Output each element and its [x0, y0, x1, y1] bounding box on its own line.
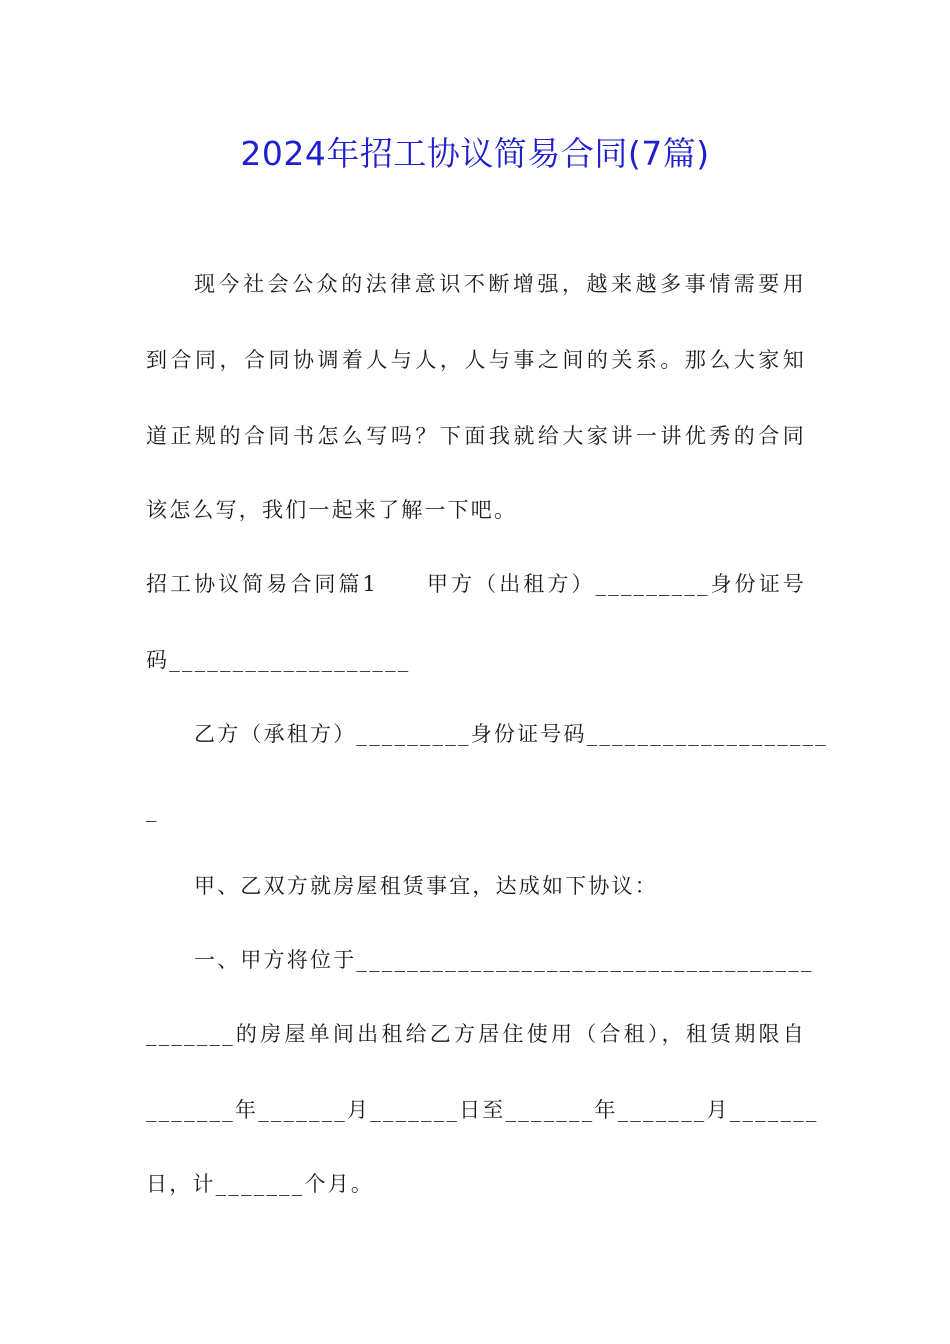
- paragraph-line: 乙方（承租方）_________身份证号码___________________: [194, 722, 828, 746]
- paragraph-line: _______年_______月_______日至_______年_______月_______: [146, 1098, 819, 1122]
- paragraph-line: 现今社会公众的法律意识不断增强，越来越多事情需要用: [194, 272, 806, 296]
- paragraph-line: 到合同，合同协调着人与人，人与事之间的关系。那么大家知: [146, 348, 806, 372]
- paragraph-line: 码___________________: [146, 648, 411, 672]
- paragraph-line: _: [146, 798, 159, 822]
- section-heading-line: 招工协议简易合同篇1 甲方（出租方）_________身份证号: [146, 572, 806, 596]
- paragraph-line: 日，计_______个月。: [146, 1172, 375, 1196]
- paragraph-line: _______的房屋单间出租给乙方居住使用（合租），租赁期限自: [146, 1022, 806, 1046]
- paragraph-line: 甲、乙双方就房屋租赁事宜，达成如下协议：: [194, 874, 658, 898]
- paragraph-line: 一、甲方将位于____________________________________: [194, 948, 814, 972]
- paragraph-line: 道正规的合同书怎么写吗？下面我就给大家讲一讲优秀的合同: [146, 424, 806, 448]
- document-title: 2024年招工协议简易合同(7篇): [240, 134, 710, 173]
- paragraph-line: 该怎么写，我们一起来了解一下吧。: [146, 498, 518, 522]
